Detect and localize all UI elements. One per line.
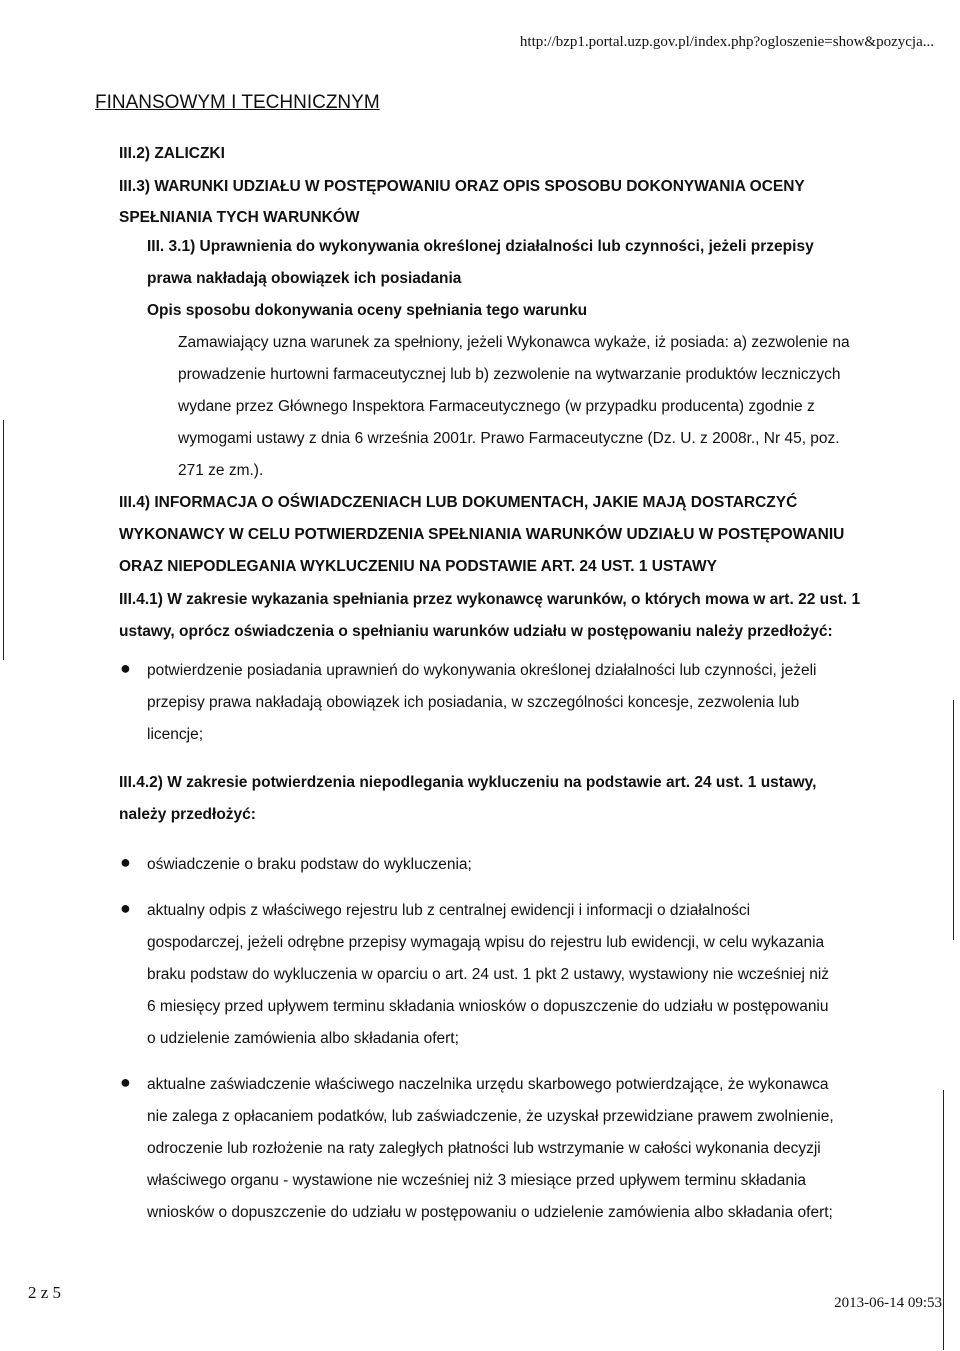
exclusion-bullet-line: nie zalega z opłacaniem podatków, lub zaświadczenie, że uzyskał przewidziane prawem zwolnienie,	[147, 1108, 834, 1125]
exclusion-bullet-line: o udzielenie zamówienia albo składania ofert;	[147, 1030, 459, 1047]
exclusion-bullet-line: wniosków o dopuszczenie do udziału w postępowaniu o udzielenie zamówienia albo składania ofert;	[147, 1204, 833, 1221]
section-3-2-heading: III.2) ZALICZKI	[119, 145, 225, 162]
section-3-4-2-heading-line: należy przedłożyć:	[119, 806, 256, 823]
assessment-text-line: wymogami ustawy z dnia 6 września 2001r. Prawo Farmaceutyczne (Dz. U. z 2008r., Nr 45, poz.	[178, 430, 840, 447]
requirement-bullet-line: licencje;	[147, 726, 203, 743]
page-number: 2 z 5	[28, 1283, 62, 1302]
section-3-4-1-heading-line: ustawy, oprócz oświadczenia o spełnianiu warunków udziału w postępowaniu należy przedłożyć:	[119, 623, 833, 640]
assessment-text-line: wydane przez Głównego Inspektora Farmaceutycznego (w przypadku producenta) zgodnie z	[178, 398, 815, 415]
scan-edge-line	[943, 1090, 944, 1350]
exclusion-bullet-line: aktualne zaświadczenie właściwego naczelnika urzędu skarbowego potwierdzające, że wykonawca	[147, 1076, 829, 1093]
assessment-text-line: prowadzenie hurtowni farmaceutycznej lub b) zezwolenie na wytwarzanie produktów leczniczych	[178, 366, 841, 383]
section-3-4-heading-line: WYKONAWCY W CELU POTWIERDZENIA SPEŁNIANIA WARUNKÓW UDZIAŁU W POSTĘPOWANIU	[119, 526, 845, 543]
exclusion-bullet-line: właściwego organu - wystawione nie wcześniej niż 3 miesiące przed upływem terminu składania	[147, 1172, 807, 1189]
section-3-4-1-heading-line: III.4.1) W zakresie wykazania spełniania przez wykonawcę warunków, o których mowa w art. 22 ust. 1	[119, 591, 861, 608]
requirement-bullet-line: potwierdzenie posiadania uprawnień do wykonywania określonej działalności lub czynności, jeżeli	[147, 662, 817, 679]
section-3-3-1-heading-line2: prawa nakładają obowiązek ich posiadania	[147, 270, 462, 287]
section-3-3-heading-line2: SPEŁNIANIA TYCH WARUNKÓW	[119, 209, 360, 226]
exclusion-bullet-line: odroczenie lub rozłożenie na raty zaległych płatności lub wstrzymanie w całości wykonania decyzji	[147, 1140, 821, 1157]
print-datetime: 2013-06-14 09:53	[834, 1295, 942, 1311]
assessment-text-line: Zamawiający uzna warunek za spełniony, jeżeli Wykonawca wykaże, iż posiada: a) zezwolenie na	[178, 334, 850, 351]
exclusion-bullet-line: aktualny odpis z właściwego rejestru lub z centralnej ewidencji i informacji o działalności	[147, 902, 751, 919]
section-title: FINANSOWYM I TECHNICZNYM	[95, 92, 380, 113]
section-3-3-heading-line1: III.3) WARUNKI UDZIAŁU W POSTĘPOWANIU ORAZ OPIS SPOSOBU DOKONYWANIA OCENY	[119, 178, 805, 195]
section-3-4-heading-line: III.4) INFORMACJA O OŚWIADCZENIACH LUB DOKUMENTACH, JAKIE MAJĄ DOSTARCZYĆ	[119, 494, 798, 511]
bullet-icon: ●	[120, 898, 131, 918]
section-3-4-heading-line: ORAZ NIEPODLEGANIA WYKLUCZENIU NA PODSTAWIE ART. 24 UST. 1 USTAWY	[119, 558, 717, 575]
bullet-icon: ●	[120, 658, 131, 678]
exclusion-bullet-line: 6 miesięcy przed upływem terminu składania wniosków o dopuszczenie do udziału w postępowaniu	[147, 998, 829, 1015]
assessment-description-label: Opis sposobu dokonywania oceny spełniania tego warunku	[147, 302, 588, 319]
assessment-text-line: 271 ze zm.).	[178, 462, 264, 479]
page-url: http://bzp1.portal.uzp.gov.pl/index.php?ogloszenie=show&pozycja...	[519, 34, 934, 50]
requirement-bullet-line: przepisy prawa nakładają obowiązek ich posiadania, w szczególności koncesje, zezwolenia lub	[147, 694, 800, 711]
section-3-4-2-heading-line: III.4.2) W zakresie potwierdzenia niepodlegania wykluczeniu na podstawie art. 24 ust. 1 ustawy,	[119, 774, 817, 791]
exclusion-bullet-line: braku podstaw do wykluczenia w oparciu o art. 24 ust. 1 pkt 2 ustawy, wystawiony nie wcześniej niż	[147, 966, 830, 983]
bullet-icon: ●	[120, 852, 131, 872]
scan-edge-line	[953, 700, 954, 940]
scan-edge-line	[3, 420, 4, 660]
exclusion-bullet-line: oświadczenie o braku podstaw do wykluczenia;	[147, 856, 472, 873]
exclusion-bullet-line: gospodarczej, jeżeli odrębne przepisy wymagają wpisu do rejestru lub ewidencji, w celu wykazania	[147, 934, 825, 951]
section-3-3-1-heading-line1: III. 3.1) Uprawnienia do wykonywania określonej działalności lub czynności, jeżeli przepisy	[147, 238, 814, 255]
bullet-icon: ●	[120, 1072, 131, 1092]
